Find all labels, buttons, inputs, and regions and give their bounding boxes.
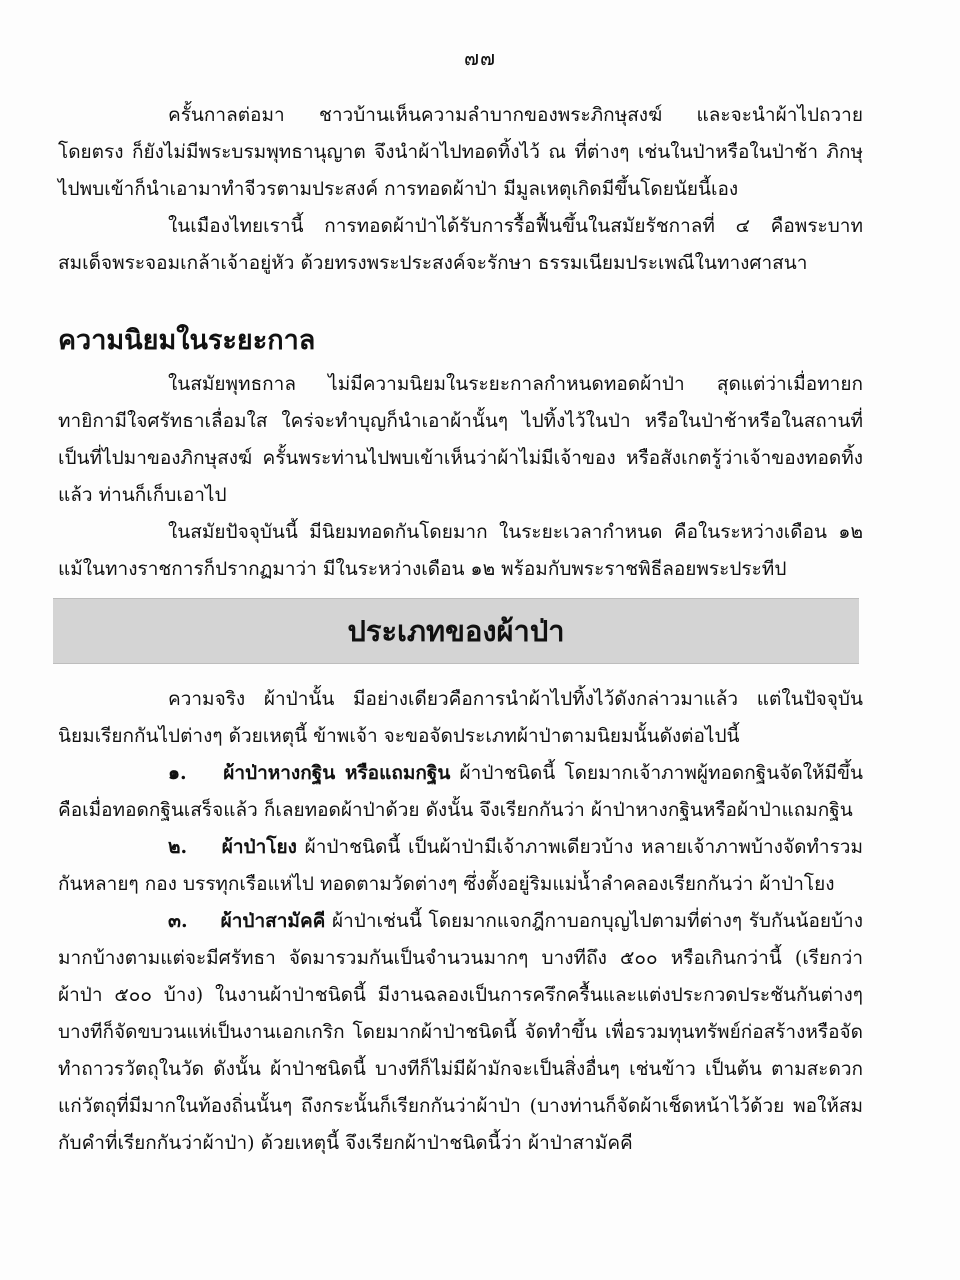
intro-paragraph-1: ครั้นกาลต่อมา ชาวบ้านเห็นความลำบากของพระภิกษุสงฆ์ และจะนำผ้าไปถวายโดยตรง ก็ยังไม่มีพระบรมพุทธานุญาต จึงนำผ้าไปทอดทิ้งไว้ ณ ที่ต่างๆ เช่นในป่าหรือในป่าช้า ภิกษุไปพบเข้าก็นำเอามาทำจีวรตามประสงค์ การทอดผ้าป่า มีมูลเหตุเกิดมีขึ้นโดยนัยนี้เอง (58, 104, 863, 200)
types-intro-paragraph: ความจริง ผ้าป่านั้น มีอย่างเดียวคือการนำผ้าไปทิ้งไว้ดังกล่าวมาแล้ว แต่ในปัจจุบัน นิยมเรียกกันไปต่างๆ ด้วยเหตุนี้ ข้าพเจ้า จะขอจัดประเภทผ้าป่าตามนิยมนั้นดังต่อไปนี้ (58, 688, 863, 747)
item-text: ผ้าป่าชนิดนี้ โดยมากเจ้าภาพผู้ทอดกฐินจัดให้มีขึ้น คือเมื่อทอดกฐินเสร็จแล้ว ก็เลยทอดผ้าป่าด้วย ดังนั้น จึงเรียกกันว่า ผ้าป่าหางกฐินหรือผ้าป่าแถมกฐิน (58, 762, 864, 821)
types-section (58, 681, 863, 1162)
intro-paragraph-2: ในเมืองไทยเรานี้ การทอดผ้าป่าได้รับการรื้อฟื้นขึ้นในสมัยรัชกาลที่ ๔ คือพระบาทสมเด็จพระจอมเกล้าเจ้าอยู่หัว ด้วยทรงพระประสงค์จะรักษา ธรรมเนียมประเพณีในทางศาสนา (58, 215, 863, 274)
item-text: ผ้าป่าเช่นนี้ โดยมากแจกฎีกาบอกบุญไปตามที่ต่างๆ รับกันน้อยบ้างมากบ้างตามแต่จะมีศรัทธา จัดมารวมกันเป็นจำนวนมากๆ บางทีถึง ๕๐๐ หรือเกินกว่านี้ (เรียกว่าผ้าป่า ๕๐๐ บ้าง) ในงานผ้าป่าชนิดนี้ มีงานฉลองเป็นการครึกครื้นและแต่งประกวดประชันกันต่างๆ บางทีก็จัดขบวนแห่เป็นงานเอกเกริก โดยมากผ้าป่าชนิดนี้ จัดทำขึ้น เพื่อรวมทุนทรัพย์ก่อสร้างหรือจัดทำถาวรวัตถุในวัด ดังนั้น ผ้าป่าชนิดนี้ บางทีก็ไม่มีผ้ามักจะเป็นสิ่งอื่นๆ เช่นข้าว เป็นต้น ตามสะดวกแก่วัตถุที่มีมากในท้องถิ่นนั้นๆ ถึงกระนั้นก็เรียกกันว่าผ้าป่า (บางท่านก็จัดผ้าเช็ดหน้าไว้ด้วย พอให้สมกับคำที่เรียกกันว่าผ้าป่า) ด้วยเหตุนี้ จึงเรียกผ้าป่าชนิดนี้ว่า ผ้าป่าสามัคคี (58, 910, 863, 1154)
section-banner-types (53, 598, 859, 664)
page-number: ๗๗ (463, 46, 497, 70)
item-title: ผ้าป่าหางกฐิน หรือแถมกฐิน (223, 762, 451, 784)
item-number: ๒. (168, 836, 188, 858)
type-item-2 (58, 829, 863, 903)
item-number: ๑. (168, 762, 187, 784)
type-item-1 (58, 755, 863, 829)
popularity-paragraph-2: ในสมัยปัจจุบันนี้ มีนิยมทอดกันโดยมาก ในระยะเวลากำหนด คือในระหว่างเดือน ๑๒ แม้ในทางราชการก็ปรากฏมาว่า มีในระหว่างเดือน ๑๒ พร้อมกับพระราชพิธีลอยพระประทีป (58, 521, 863, 580)
popularity-section (58, 366, 863, 588)
item-title: ผ้าป่าสามัคคี (220, 910, 326, 932)
item-text: ผ้าป่าชนิดนี้ เป็นผ้าป่ามีเจ้าภาพเดียวบ้าง หลายเจ้าภาพบ้างจัดทำรวมกันหลายๆ กอง บรรทุกเรือแห่ไป ทอดตามวัดต่างๆ ซึ่งตั้งอยู่ริมแม่น้ำลำคลองเรียกกันว่า ผ้าป่าโยง (58, 836, 863, 895)
item-number: ๓. (168, 910, 188, 932)
popularity-paragraph-1: ในสมัยพุทธกาล ไม่มีความนิยมในระยะกาลกำหนดทอดผ้าป่า สุดแต่ว่าเมื่อทายกทายิกามีใจศรัทธาเลื่อมใส ใคร่จะทำบุญก็นำเอาผ้านั้นๆ ไปทิ้งไว้ในป่า หรือในป่าช้าหรือในสถานที่เป็นที่ไปมาของภิกษุสงฆ์ ครั้นพระท่านไปพบเข้าเห็นว่าผ้าไม่มีเจ้าของ หรือสังเกตรู้ว่าเจ้าของทอดทิ้งแล้ว ท่านก็เก็บเอาไป (58, 373, 863, 506)
section-heading-popularity: ความนิยมในระยะกาล (58, 325, 316, 356)
intro-section (58, 97, 863, 282)
type-item-3 (58, 903, 863, 1162)
item-title: ผ้าป่าโยง (221, 836, 297, 858)
banner-title: ประเภทของผ้าป่า (347, 614, 565, 648)
